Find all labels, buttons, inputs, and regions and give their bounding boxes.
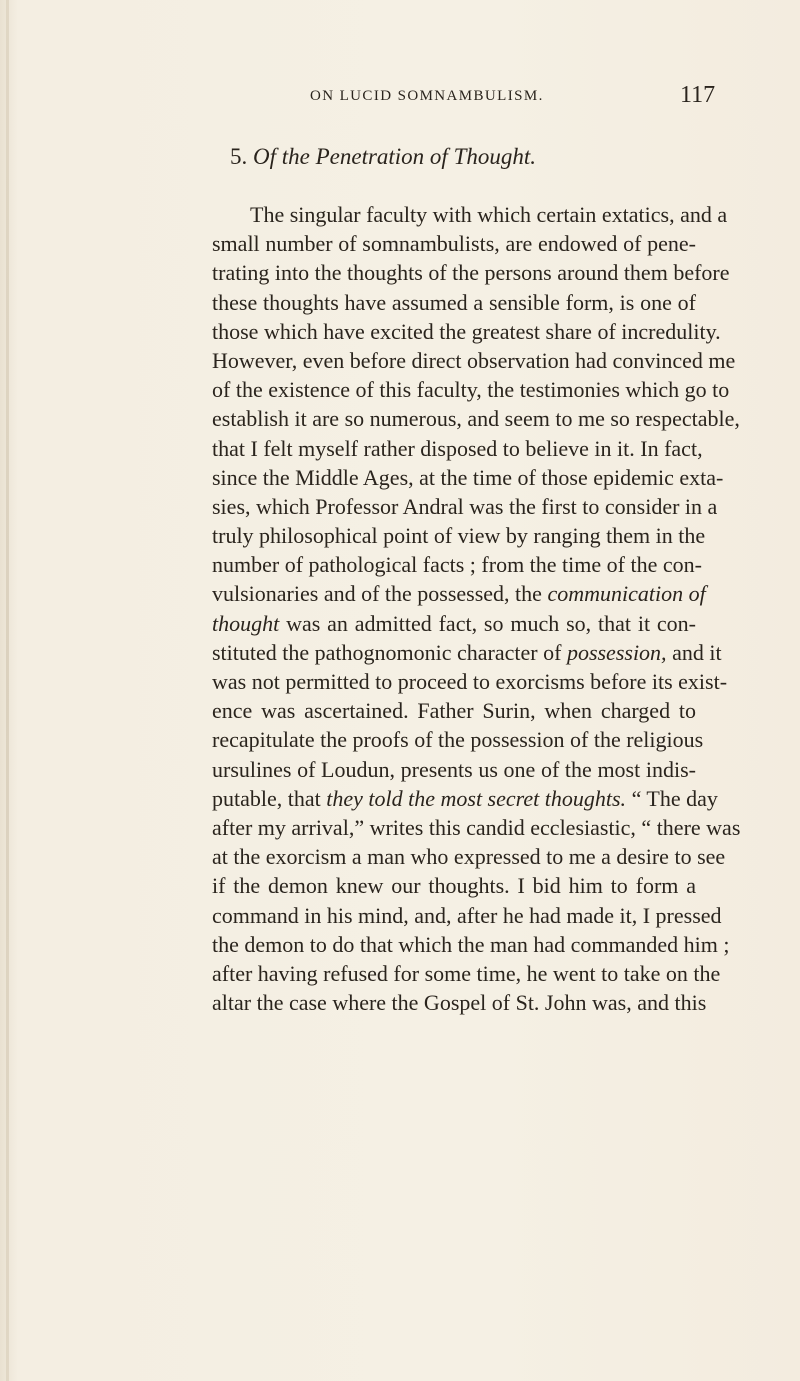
italic-text: thought <box>212 610 280 636</box>
text-segment: if the demon knew our thoughts. I bid him to form a <box>212 873 696 899</box>
text-segment: command in his mind, and, after he had made it, I pressed <box>212 902 722 928</box>
text-segment: was an admitted fact, so much so, that it con- <box>279 610 696 636</box>
text-line <box>212 842 726 871</box>
text-segment: “ The day <box>626 785 718 811</box>
text-segment: trating into the thoughts of the persons around them before <box>212 260 730 286</box>
text-segment: recapitulate the proofs of the possession of the religious <box>212 727 704 753</box>
text-segment: The singular faculty with which certain extatics, and a <box>250 202 728 227</box>
text-segment: the demon to do that which the man had commanded him ; <box>212 931 730 957</box>
text-segment: altar the case where the Gospel of St. John was, and this <box>212 990 707 1016</box>
text-segment: after having refused for some time, he went to take on the <box>212 960 721 986</box>
text-line <box>212 550 702 579</box>
page-number: 117 <box>680 82 716 108</box>
text-segment: stituted the pathognomonic character of <box>212 639 567 665</box>
text-segment: small number of somnambulists, are endowed of pene- <box>212 231 696 257</box>
text-segment: truly philosophical point of view by ranging them in the <box>212 523 706 549</box>
text-line <box>212 667 728 696</box>
text-segment: ence was ascertained. Father Surin, when charged to <box>212 698 696 724</box>
text-segment: establish it are so numerous, and seem to me so respectable, <box>212 406 740 432</box>
text-line <box>212 813 741 842</box>
text-segment: However, even before direct observation had convinced me <box>212 347 736 373</box>
text-segment: since the Middle Ages, at the time of those epidemic exta- <box>212 464 724 490</box>
text-line <box>212 696 696 725</box>
text-line <box>212 200 728 229</box>
text-line <box>212 638 722 667</box>
text-line <box>212 755 696 784</box>
section-heading <box>230 144 536 170</box>
text-line <box>212 784 718 813</box>
text-line <box>212 579 706 608</box>
text-line <box>212 492 718 521</box>
text-line <box>212 725 704 754</box>
text-segment: those which have excited the greatest share of incredulity. <box>212 318 721 344</box>
text-segment: vulsionaries and of the possessed, the <box>212 581 548 607</box>
running-head <box>0 82 800 118</box>
text-segment: these thoughts have assumed a sensible form, is one of <box>212 289 696 315</box>
text-segment: number of pathological facts ; from the time of the con- <box>212 552 702 578</box>
italic-text: communication of <box>547 581 706 607</box>
text-segment: ursulines of Loudun, presents us one of the most indis- <box>212 756 696 782</box>
text-segment: that I felt myself rather disposed to believe in it. In fact, <box>212 435 703 461</box>
text-segment: was not permitted to proceed to exorcisms before its exist- <box>212 669 728 694</box>
italic-text: they told the most secret thoughts. <box>326 785 627 811</box>
text-segment: sies, which Professor Andral was the first to consider in a <box>212 493 718 519</box>
text-line <box>212 521 706 550</box>
text-line <box>212 375 730 404</box>
text-segment: putable, that <box>212 785 327 811</box>
text-line <box>212 404 740 433</box>
body-text <box>212 200 741 1017</box>
text-segment: after my arrival,” writes this candid ecclesiastic, “ there was <box>212 814 741 840</box>
page-gutter-edge <box>6 0 9 1381</box>
text-line <box>212 930 730 959</box>
section-number: 5. <box>230 144 248 169</box>
text-line <box>212 317 721 346</box>
text-line <box>212 258 730 287</box>
text-line <box>212 959 721 988</box>
text-line <box>212 609 696 638</box>
running-title: ON LUCID SOMNAMBULISM. <box>310 88 544 104</box>
text-segment: at the exorcism a man who expressed to me a desire to see <box>212 844 726 870</box>
text-line <box>212 288 696 317</box>
text-line <box>212 988 707 1017</box>
text-line <box>212 434 703 463</box>
text-segment: of the existence of this faculty, the testimonies which go to <box>212 377 730 403</box>
text-segment: and it <box>666 639 722 665</box>
text-line <box>212 871 696 900</box>
text-line <box>212 463 724 492</box>
section-title: Of the Penetration of Thought. <box>253 144 537 169</box>
italic-text: possession, <box>566 639 667 665</box>
text-line <box>212 346 736 375</box>
text-line <box>212 901 722 930</box>
text-line <box>212 229 696 258</box>
